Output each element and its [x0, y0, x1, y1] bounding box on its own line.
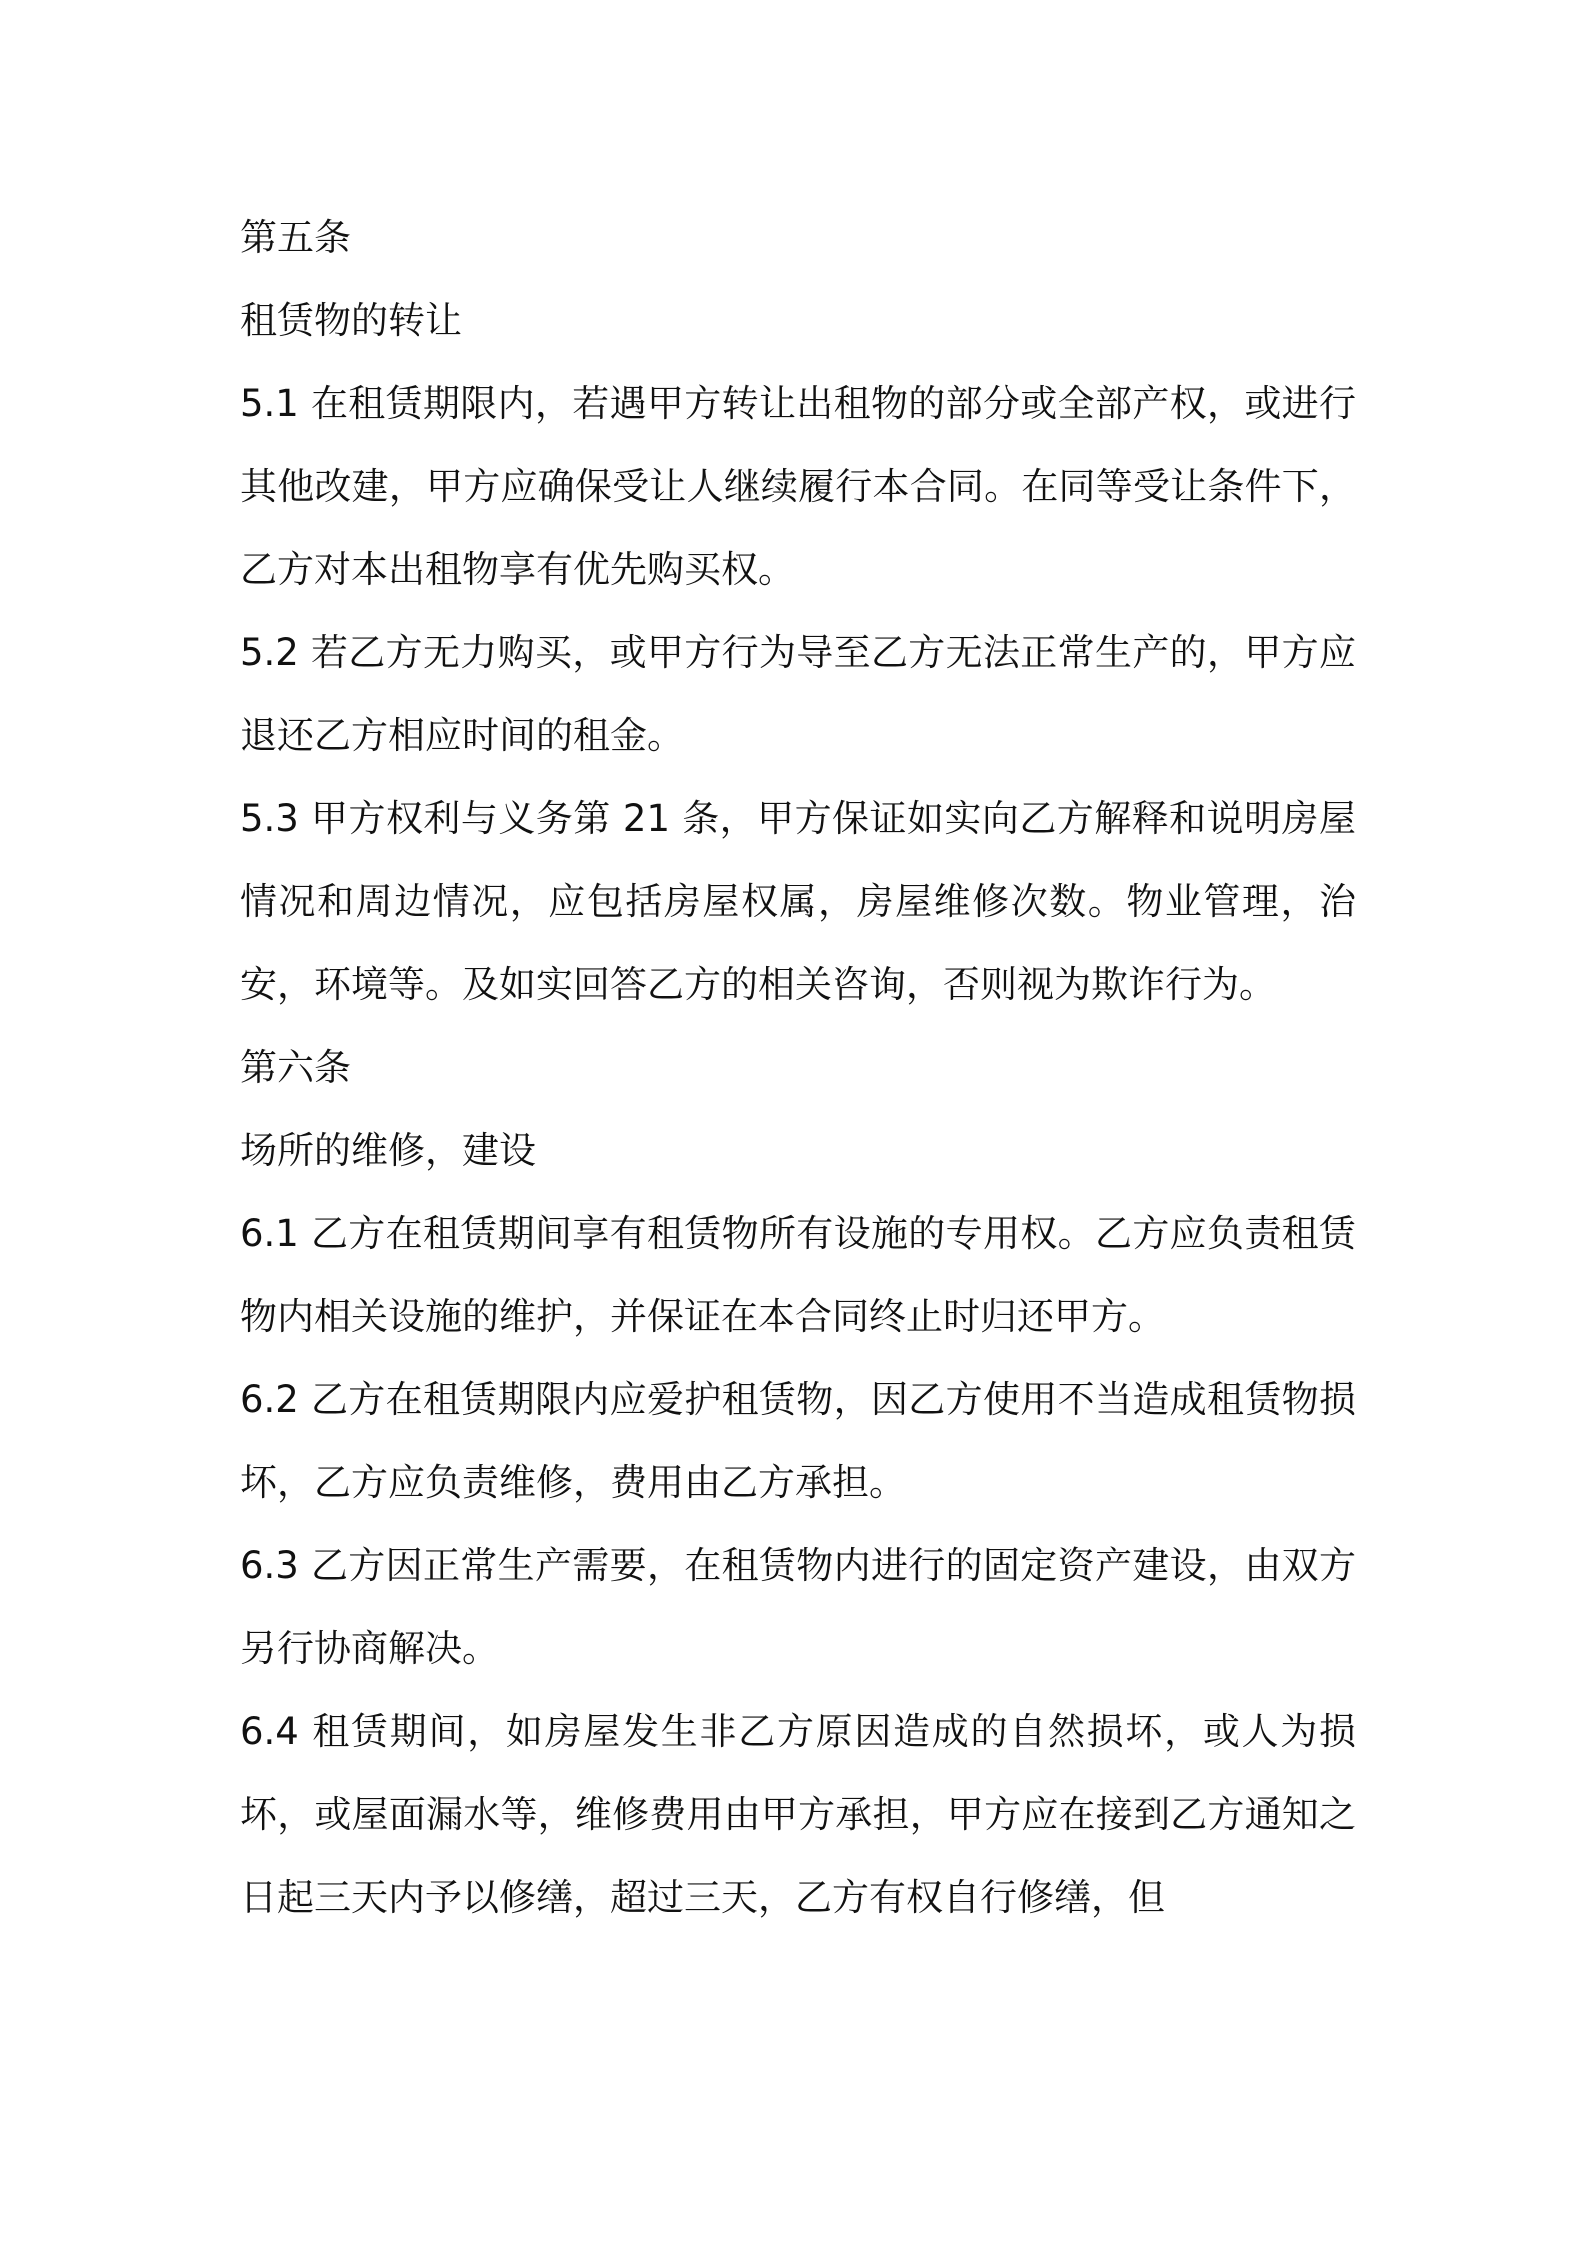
clause-6-3: 6.3 乙方因正常生产需要，在租赁物内进行的固定资产建设，由双方另行协商解决。: [240, 1544, 1356, 1670]
article-5-heading: 第五条: [240, 216, 351, 259]
clause-6-2: 6.2 乙方在租赁期限内应爱护租赁物，因乙方使用不当造成租赁物损坏，乙方应负责维修，费用由乙方承担。: [240, 1378, 1356, 1504]
clause-5-3: 5.3 甲方权利与义务第 21 条，甲方保证如实向乙方解释和说明房屋情况和周边情况，应包括房屋权属，房屋维修次数。物业管理，治安，环境等。及如实回答乙方的相关咨询，否则视为欺诈行为。: [240, 797, 1356, 1006]
clause-6-1: 6.1 乙方在租赁期间享有租赁物所有设施的专用权。乙方应负责租赁物内相关设施的维护，并保证在本合同终止时归还甲方。: [240, 1212, 1356, 1338]
article-6-heading: 第六条: [240, 1046, 351, 1089]
clause-5-1: 5.1 在租赁期限内，若遇甲方转让出租物的部分或全部产权，或进行其他改建，甲方应确保受让人继续履行本合同。在同等受让条件下，乙方对本出租物享有优先购买权。: [240, 382, 1356, 591]
article-6-title: 场所的维修，建设: [240, 1129, 536, 1172]
document-body: [240, 196, 1356, 1939]
clause-6-4: 6.4 租赁期间，如房屋发生非乙方原因造成的自然损坏，或人为损坏，或屋面漏水等，维修费用由甲方承担，甲方应在接到乙方通知之日起三天内予以修缮，超过三天，乙方有权自行修缮，但: [240, 1710, 1356, 1919]
article-5-title: 租赁物的转让: [240, 299, 462, 342]
clause-5-2: 5.2 若乙方无力购买，或甲方行为导至乙方无法正常生产的，甲方应退还乙方相应时间的租金。: [240, 631, 1356, 757]
